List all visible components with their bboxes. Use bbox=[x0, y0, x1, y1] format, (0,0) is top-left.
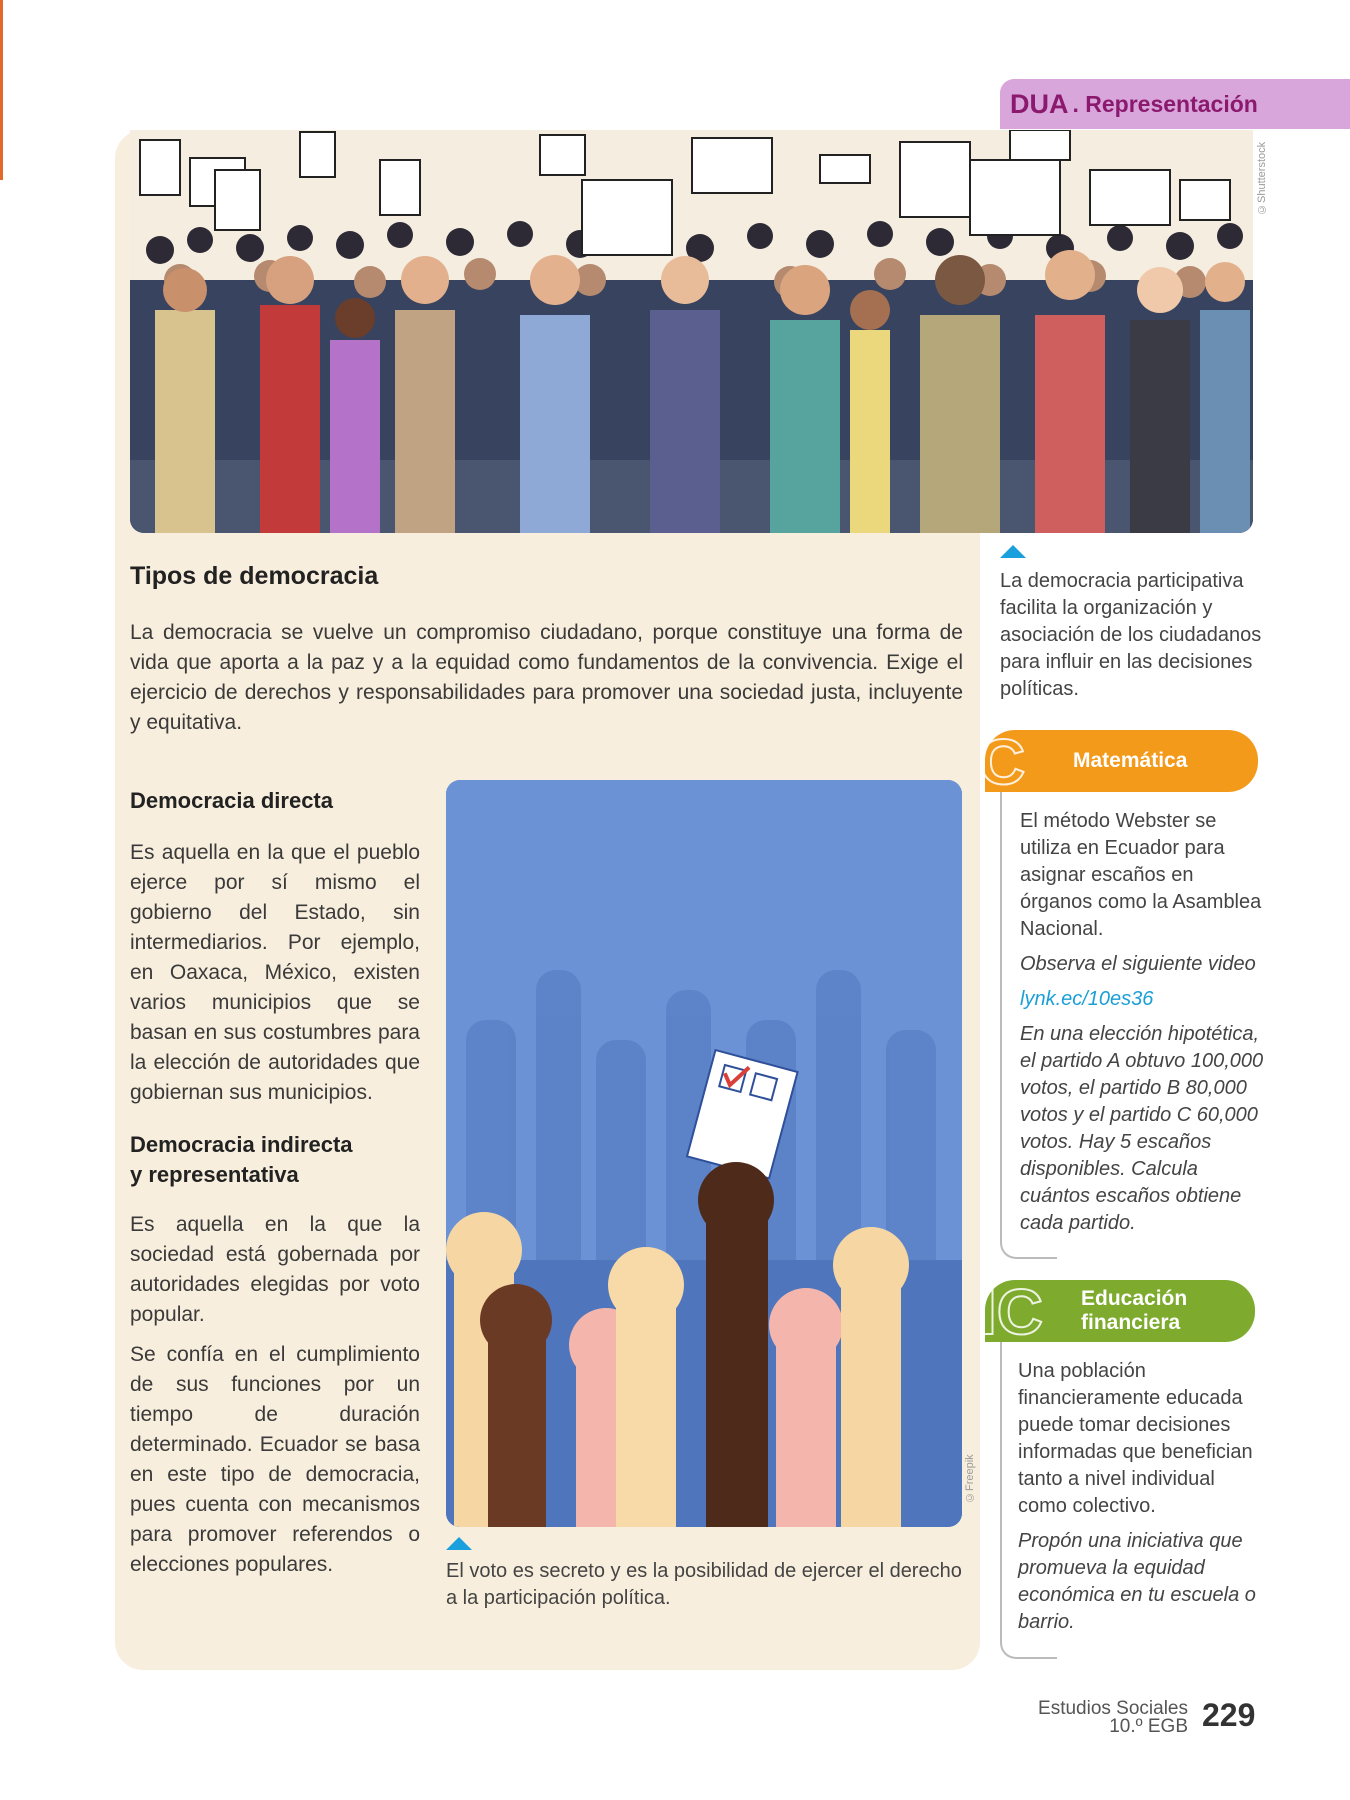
math-box-body bbox=[1020, 808, 1265, 1245]
footer-subject-name: Estudios Sociales bbox=[1038, 1698, 1188, 1719]
indirect-democracy-text-2: Se confía en el cumplimiento de sus funciones por un tiempo de duración determinado. Ecuador se basa en este tipo de democracia, pues cuenta con mecanismos para promover referendos o elecciones populares. bbox=[130, 1343, 420, 1576]
voting-fists-illustration bbox=[446, 780, 962, 1527]
dua-tab bbox=[1000, 79, 1350, 129]
direct-democracy-heading: Democracia directa bbox=[130, 788, 333, 813]
shutterstock-credit: ©Shutterstock bbox=[1256, 141, 1268, 215]
freepik-credit: ©Freepik bbox=[964, 1454, 976, 1503]
hero-caption: La democracia participativa facilita la organización y asociación de los ciudadanos para influir en las decisiones políticas. bbox=[1000, 570, 1262, 700]
finance-box-header bbox=[979, 1276, 1255, 1348]
video-link[interactable]: lynk.ec/10es36 bbox=[1020, 988, 1154, 1010]
footer-subject bbox=[1038, 1700, 1188, 1736]
finance-box-text: Una población financieramente educada puede tomar decisiones informadas que benefician tanto a nivel individual como colectivo. bbox=[1018, 1360, 1253, 1517]
page-edge-marker bbox=[0, 0, 3, 180]
math-box-title: Matemática bbox=[1073, 749, 1188, 772]
math-box-prompt: Observa el siguiente video bbox=[1020, 953, 1256, 975]
finance-title-line1: Educación bbox=[1081, 1287, 1188, 1310]
crowd-graphic bbox=[130, 130, 1253, 533]
finance-box-prompt: Propón una iniciativa que promueva la equidad económica en tu escuela o barrio. bbox=[1018, 1530, 1256, 1633]
finance-letter-icon: IC bbox=[979, 1276, 1043, 1348]
section-title: Tipos de democracia bbox=[130, 562, 379, 590]
direct-democracy-text: Es aquella en la que el pueblo ejerce por sí mismo el gobierno del Estado, sin intermediarios. Por ejemplo, en Oaxaca, México, existen varios municipios que se basan en sus costumbres para la elección de autoridades que gobiernan sus municipios. bbox=[130, 841, 420, 1104]
math-box-header bbox=[979, 726, 1258, 798]
fists-graphic bbox=[446, 780, 962, 1527]
finance-box-title bbox=[1081, 1287, 1187, 1335]
indirect-heading-line1: Democracia indirecta bbox=[130, 1132, 353, 1157]
indirect-heading-line2: y representativa bbox=[130, 1162, 299, 1187]
protest-illustration bbox=[130, 130, 1253, 533]
page-number: 229 bbox=[1202, 1697, 1256, 1733]
math-letter-icon: C bbox=[979, 726, 1026, 798]
representation-label: . Representación bbox=[1072, 90, 1258, 117]
indirect-democracy-heading bbox=[130, 1130, 353, 1190]
intro-paragraph: La democracia se vuelve un compromiso ciudadano, porque constituye una forma de vida que aporta a la paz y a la equidad como fundamentos de la convivencia. Exige el ejercicio de derechos y responsabilidades para promover una sociedad justa, incluyente y equitativa. bbox=[130, 621, 963, 734]
caption-marker-icon-2 bbox=[446, 1537, 472, 1550]
math-box-text: El método Webster se utiliza en Ecuador para asignar escaños en órganos como la Asamblea Nacional. bbox=[1020, 810, 1262, 940]
vote-caption: El voto es secreto y es la posibilidad de ejercer el derecho a la participación política. bbox=[446, 1560, 962, 1609]
dua-label: DUA bbox=[1010, 88, 1069, 119]
caption-marker-icon bbox=[1000, 545, 1026, 558]
math-box-exercise: En una elección hipotética, el partido A obtuvo 100,000 votos, el partido B 80,000 votos y el partido C 60,000 votos. Hay 5 escaños disponibles. Calcula cuántos escaños obtiene cada partido. bbox=[1020, 1023, 1264, 1234]
finance-box-body bbox=[1018, 1358, 1268, 1644]
footer-grade: 10.º EGB bbox=[1109, 1716, 1188, 1737]
indirect-democracy-text-1: Es aquella en la que la sociedad está gobernada por autoridades elegidas por voto popular. bbox=[130, 1213, 420, 1326]
finance-title-line2: financiera bbox=[1081, 1311, 1181, 1334]
